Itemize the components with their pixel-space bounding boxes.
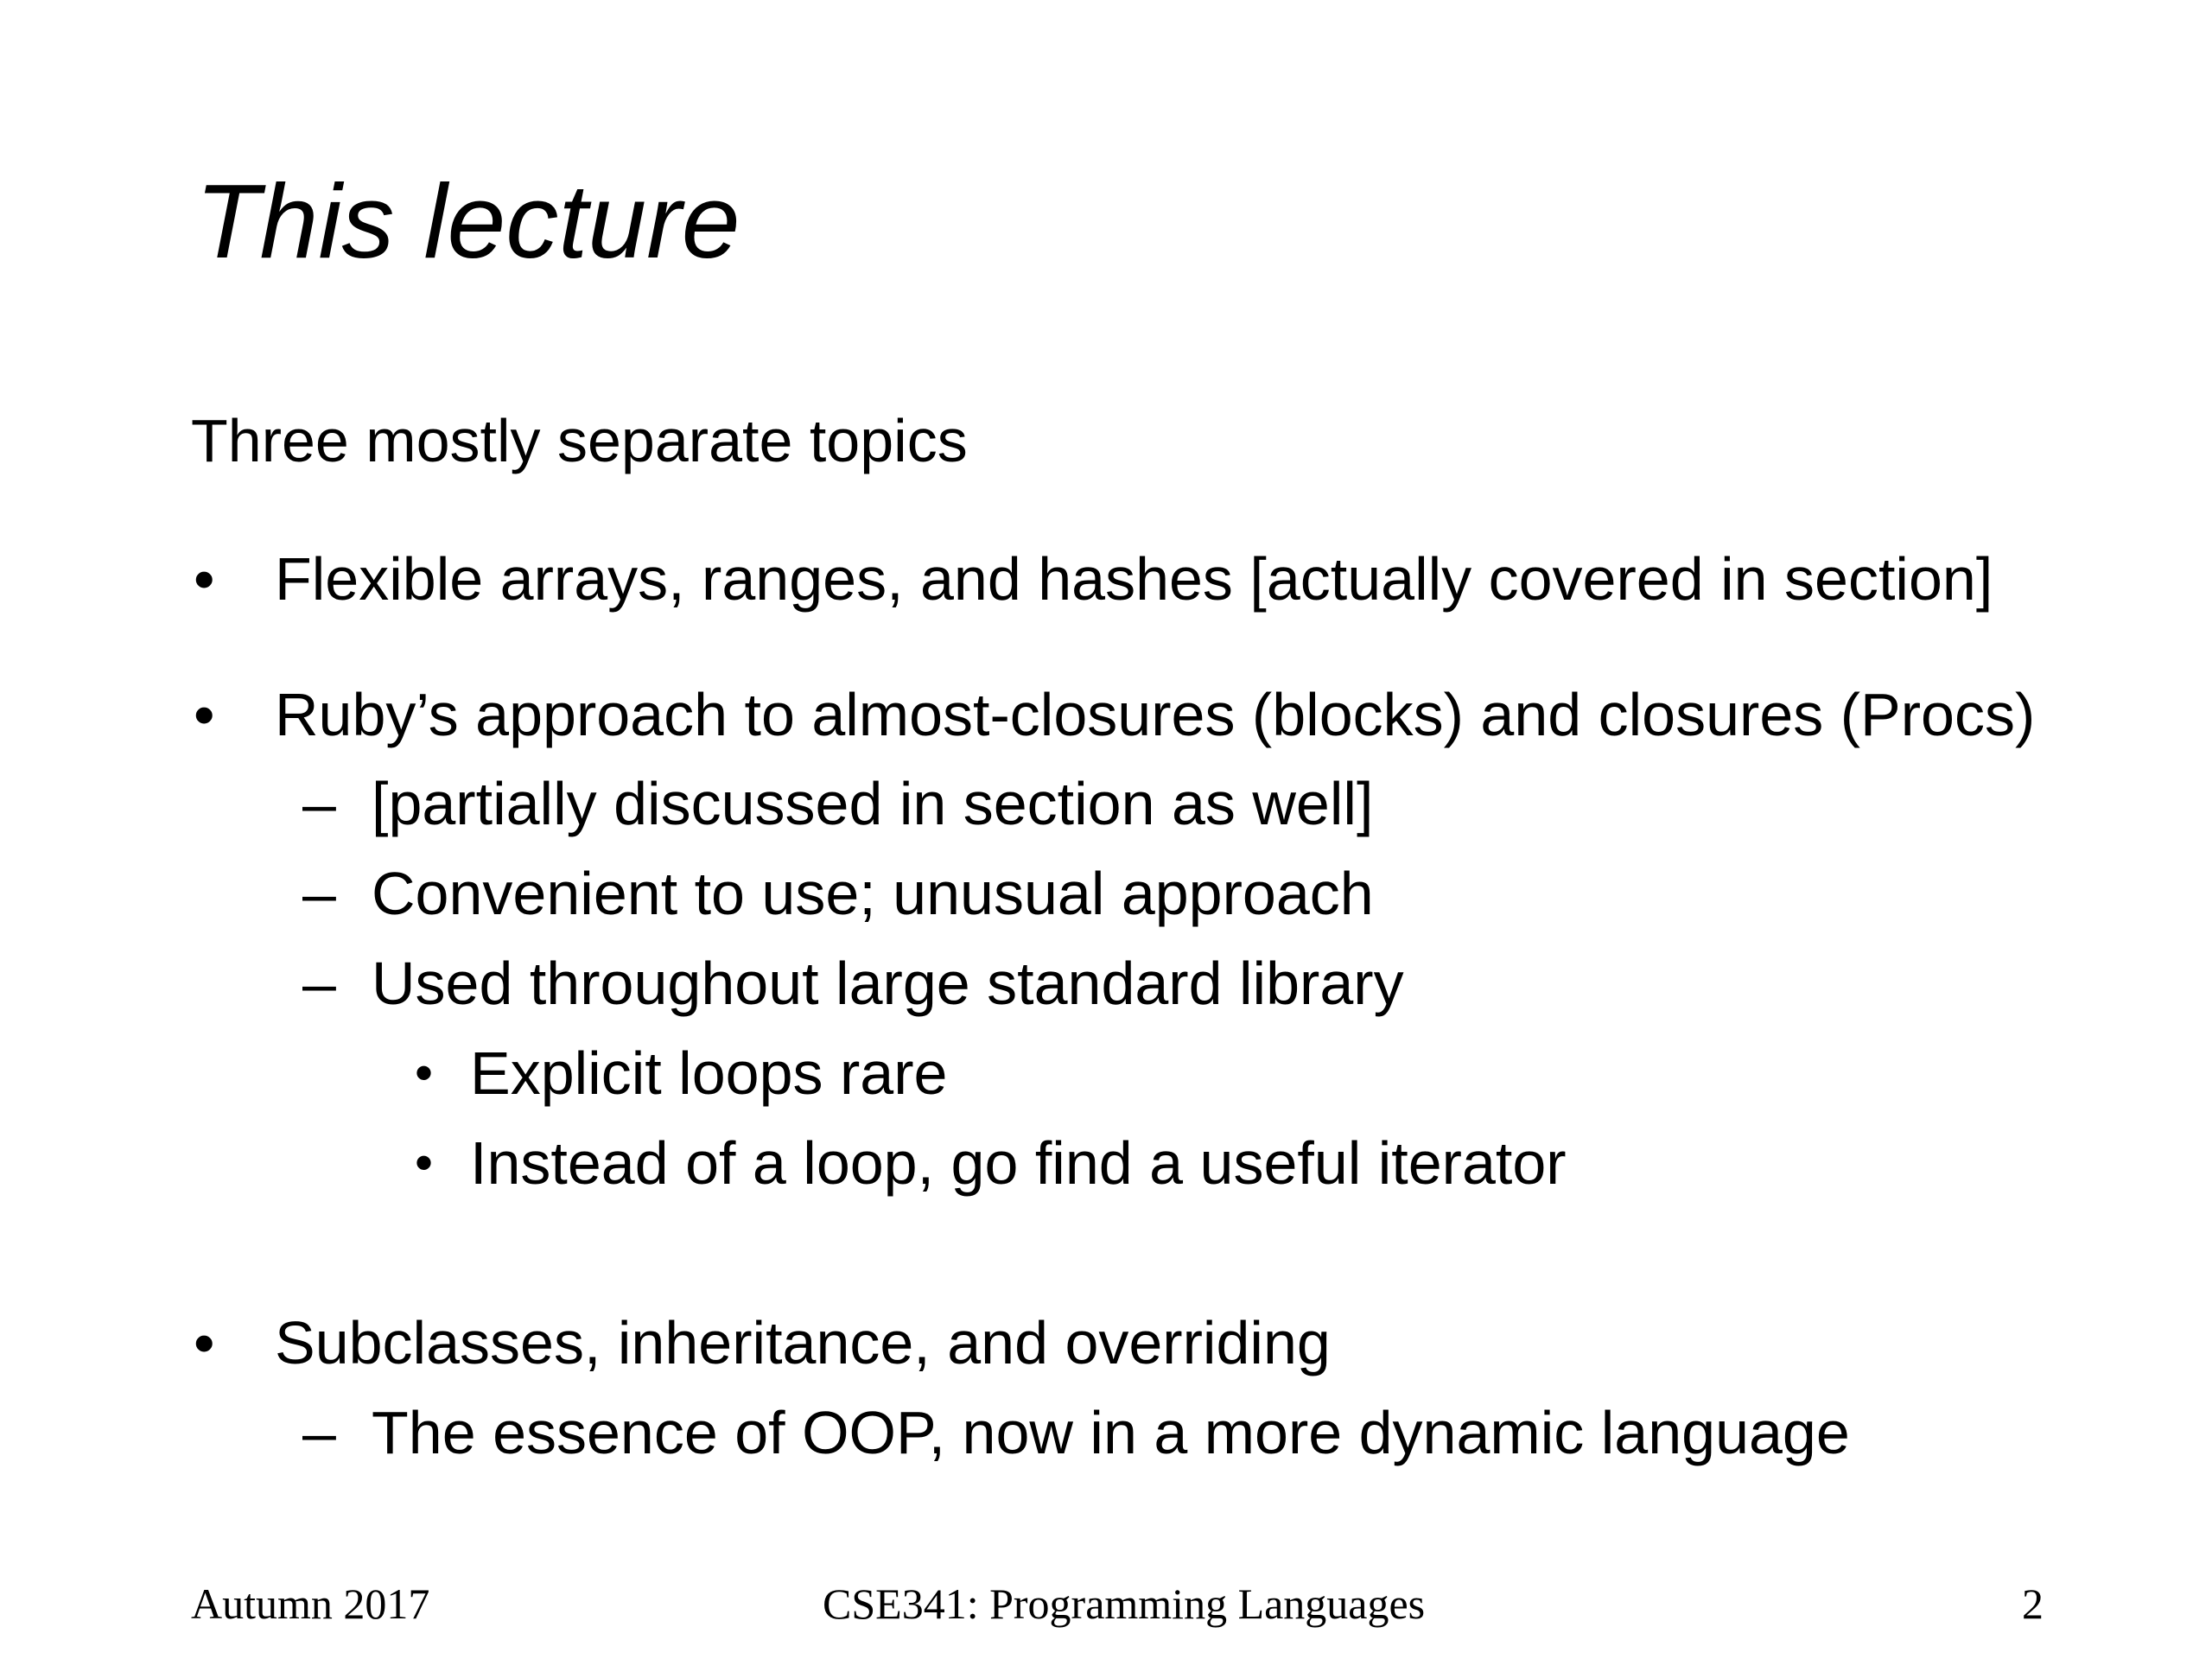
sub-item-text: The essence of OOP, now in a more dynamic language	[372, 1399, 1850, 1466]
dash-marker: –	[302, 1399, 336, 1466]
dash-marker: –	[302, 860, 336, 927]
footer-page-number: 2	[2022, 1580, 2044, 1628]
sub-sub-item-text: Explicit loops rare	[470, 1039, 948, 1107]
footer-date: Autumn 2017	[191, 1580, 430, 1628]
sub-sub-item-text: Instead of a loop, go find a useful iterator	[470, 1129, 1567, 1197]
dash-marker: –	[302, 770, 336, 837]
bullet-text: Flexible arrays, ranges, and hashes [actually covered in section]	[275, 545, 1993, 613]
sub-item-text: [partially discussed in section as well]	[372, 770, 1374, 837]
sub-item-text: Used throughout large standard library	[372, 950, 1404, 1017]
bullet-marker: •	[194, 545, 215, 613]
bullet-marker: •	[415, 1134, 434, 1192]
bullet-marker: •	[194, 681, 215, 748]
slide-title: This lecture	[195, 162, 741, 280]
bullet-text: Ruby’s approach to almost-closures (blocks) and closures (Procs)	[275, 681, 2036, 748]
bullet-marker: •	[194, 1309, 215, 1376]
dash-marker: –	[302, 950, 336, 1017]
bullet-marker: •	[415, 1044, 434, 1102]
sub-item-text: Convenient to use; unusual approach	[372, 860, 1374, 927]
intro-text: Three mostly separate topics	[191, 407, 968, 474]
bullet-text: Subclasses, inheritance, and overriding	[275, 1309, 1331, 1376]
footer-course: CSE341: Programming Languages	[823, 1580, 1426, 1628]
